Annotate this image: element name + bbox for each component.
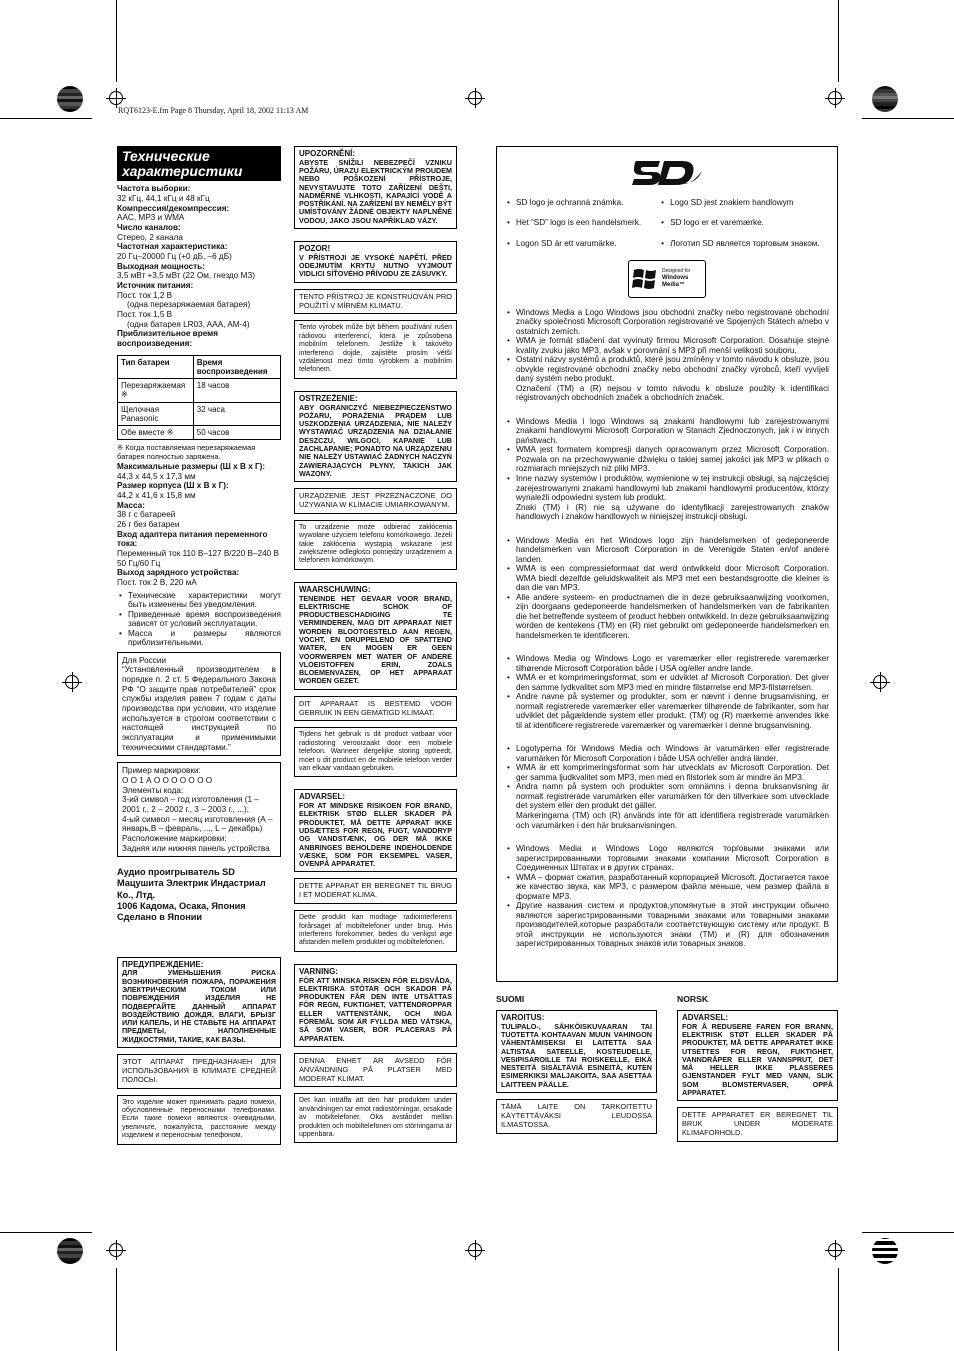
spec-value: Пост. ток 1,2 В bbox=[117, 290, 173, 300]
spec-label: Вход адаптера питания переменного тока: bbox=[117, 529, 268, 549]
warning-box bbox=[294, 964, 457, 1047]
spec-label: Число каналов: bbox=[117, 223, 181, 233]
list-item: • Windows Media i logo Windows są znakami handlowymi lub zarejestrowanymi znakami handlowymi Microsoft Corporation w Stanach Zjednoczonych, jak i w innych państwach. bbox=[505, 417, 829, 446]
crop-line bbox=[862, 1232, 954, 1233]
spec-label: Компрессия/декомпрессия: bbox=[117, 203, 230, 213]
table-row bbox=[118, 425, 281, 439]
crop-line bbox=[116, 0, 117, 82]
spec-label: Максимальные размеры (Ш х В х Г): bbox=[117, 461, 266, 471]
table-cell: Перезаряжаемая ※ bbox=[118, 379, 194, 402]
marking-notice: Пример маркировки: О О 1 А О О О О О О О Элементы кода: 3-ий символ – год изготовления (1 – 2001 г., 2 – 2002 г., 3 – 2003 г., ...); 4-ый символ – месяц изготовления (А – январь,В – февраль, ..., L – декабрь) Расположение маркировки: Задняя или нижняя панель устройства bbox=[117, 762, 281, 857]
warning-text: FOR Å REDUSERE FAREN FOR BRANN, ELEKTRISK STØT ELLER SKADER PÅ PRODUKTET, MÅ DETTE APPARATET IKKE UTSETTES FOR REGN, FUKTIGHET, VANNDRÅPER ELLER VANNSPRUT, DET MÅ HELLER IKKE PLASSERES GJENSTANDER FYLT MED VANN, SLIK SOM BLOMSTERVASER, OPPÅ APPARATET. bbox=[682, 1021, 833, 1098]
climate-box: DENNA ENHET ÄR AVSEDD FÖR ANVÄNDNING PÅ PLATSER MED MODERAT KLIMAT. bbox=[294, 1053, 457, 1088]
table-cell: 50 часов bbox=[193, 425, 280, 439]
list-item: • SD logo er et varemærke. bbox=[659, 218, 820, 228]
list-item: • Логотип SD является торговым знаком. bbox=[659, 239, 820, 249]
interference-box: Dette produkt kan modtage radiointerferens forårsaget af mobiltelefoner under brug. Hvis interferens forekommer, bedes du venligst øge afstanden mellem produktet og mobiltelefonen. bbox=[294, 910, 457, 952]
warning-box bbox=[117, 957, 281, 1048]
language-block bbox=[294, 964, 457, 1144]
warning-text: TENEINDE HET GEVAAR VOOR BRAND, ELEKTRISCHE SCHOK OF PRODUCTBESCHADIGING TE VERMINDEREN, MAG DIT APPARAAT NIET WORDEN BLOOTGESTELD AAN REGEN, VOCHT, EN DRUPPELEND OF SPATTEND WATER, EN MOGEN ER GEEN VOORWERPEN MET WATER OF ANDERE VLOEISTOFFEN ERIN, ZOALS BLOEMENVAZEN, OP HET APPARAAT WORDEN GEZET. bbox=[299, 593, 452, 686]
trademark-list bbox=[505, 536, 829, 641]
spec-notes bbox=[117, 591, 281, 648]
list-item: • Windows Media a Logo Windows jsou obchodní značky nebo registrované obchodní značky společnosti Microsoft Corporation registrované ve Spojených Státech a/nebo v ostatních zemích. bbox=[505, 308, 829, 337]
windows-media-logo bbox=[628, 260, 706, 298]
warning-box bbox=[294, 146, 457, 229]
table-note: ※ Когда поставляемая перезаряжаемая батарея полностью заряжена. bbox=[117, 443, 256, 461]
warning-text: FÖR ATT MINSKA RISKEN FÖR ELDSVÅDA, ELEKTRISKA STÖTAR OCH SKADOR PÅ PRODUKTEN FÅR DEN INTE UTSÄTTAS FÖR REGN, FUKTIGHET, VATTENDROPPAR ELLER VATTENSTÄNK, OCH INGA FÖREMÅL SOM ÄR FYLLDA MED VÄTSKA, SÅ SOM VASER, BÖR PLACERAS PÅ APPARATEN. bbox=[299, 975, 452, 1043]
list-item: • Alle andere systeem- en productnamen die in deze gebruiksaanwijzing voorkomen, zijn doorgaans gedeponeerde handelsmerken of handelsmerken van de fabrikanten die het betreffende systeem of product hebben ontwikkeld. In deze gebruiksaanwijzing worden de kentekens (TM) en (R) niet gebruikt om gedeponeerde handelsmerken en handelsmerken te identificeren. bbox=[505, 593, 829, 641]
warning-title: POZOR! bbox=[299, 244, 331, 254]
trademark-list bbox=[505, 308, 829, 403]
warning-title: VARNING: bbox=[299, 966, 338, 976]
warning-title: WAARSCHUWING: bbox=[299, 584, 371, 594]
battery-table bbox=[117, 355, 281, 440]
trademark-list bbox=[505, 844, 829, 949]
color-target-icon bbox=[57, 1238, 83, 1264]
warning-box bbox=[294, 789, 457, 872]
language-block bbox=[294, 789, 457, 951]
climate-box: TÄMÄ LAITE ON TARKOITETTU KÄYTETTÄVÄKSI LEUDOSSA ILMASTOSSA. bbox=[496, 1099, 657, 1134]
language-block bbox=[294, 241, 457, 379]
spec-label: Масса: bbox=[117, 500, 145, 510]
crop-line bbox=[0, 1232, 92, 1233]
spec-label: Выходная мощность: bbox=[117, 261, 205, 271]
sd-trademark-list bbox=[505, 198, 641, 249]
crop-line bbox=[862, 118, 954, 119]
list-item: • Andra namn på system och produkter som omnämns i denna bruksanvisning är normalt registrerade varumärken eller varumärken för den tillverkare som utvecklade det system eller den produkt det gäller. Markeringarna (TM) och (R) används inte för att identifiera registrerade varumärken och varumärken i den här bruksanvisningen. bbox=[505, 782, 829, 830]
language-block bbox=[294, 582, 457, 778]
spec-value: Переменный ток 110 В–127 В/220 В–240 В bbox=[117, 548, 279, 558]
color-target-icon bbox=[57, 86, 83, 112]
russia-notice: Для России “Установленный производителем в порядке п. 2 ст. 5 Федерального Закона РФ “О защите прав потребителей” срок службы изделия равен 7 годам с даты производства при условии, что изделие используется в строгом соответствии с настоящей инструкцией по эксплуатации и применимыми техническими стандартами.” bbox=[117, 652, 281, 757]
registration-mark bbox=[825, 88, 845, 108]
climate-box: DIT APPARAAT IS BESTEMD VOOR GEBRUIK IN EEN GEMATIGD KLIMAAT. bbox=[294, 696, 457, 722]
warning-title: ПРЕДУПРЕЖДЕНИЕ: bbox=[122, 959, 204, 969]
spec-value: Пост. ток 1,5 В bbox=[117, 310, 173, 320]
table-cell: Щелочная Panasonic bbox=[118, 402, 194, 425]
table-cell: Обе вместе ※ bbox=[118, 425, 194, 439]
warning-title: VAROITUS: bbox=[501, 1013, 545, 1022]
spec-label: Частотная характеристика: bbox=[117, 242, 228, 252]
list-item: • Windows Media и Windows Logo являются торговыми знаками или зарегистрированными торговыми знаками компании Microsoft Corporation в Соединенных Штатах и в других странах. bbox=[505, 844, 829, 873]
interference-box: Det kan inträffa att den här produkten under användningen tar emot radiostörningar, orsakade av mobiltelefoner. Öka avståndet mellan produkten och mobiltelefonen om störningarna är uppenbara. bbox=[294, 1093, 457, 1143]
warning-text: ДЛЯ УМЕНЬШЕНИЯ РИСКА ВОЗНИКНОВЕНИЯ ПОЖАРА, ПОРАЖЕНИЯ ЭЛЕКТРИЧЕСКИМ ТОКОМ ИЛИ ПОВРЕЖДЕНИЯ ИЗДЕЛИЯ НЕ ПОДВЕРГАЙТЕ ДАННЫЙ АППАРАТ ВОЗДЕЙСТВИЮ ДОЖДЯ, ВЛАГИ, БРЫЗГ ИЛИ КАПЕЛЬ, И НЕ СТАВЬТЕ НА АППАРАТ ПРЕДМЕТЫ, НАПОЛНЕННЫЕ ЖИДКОСТЯМИ, ТАКИЕ, КАК ВАЗЫ. bbox=[122, 968, 276, 1044]
trademark-paragraphs bbox=[505, 308, 829, 949]
color-target-icon bbox=[872, 1238, 898, 1264]
trademark-list bbox=[505, 654, 829, 730]
section-heading: NORSK bbox=[677, 994, 709, 1004]
color-target-icon bbox=[872, 86, 898, 112]
table-cell: 18 часов bbox=[193, 379, 280, 402]
spec-value: 26 г без батареи bbox=[117, 519, 180, 529]
list-item: • WMA är ett komprimeringsformat som har utvecklats av Microsoft Corporation. Det ger samma ljudkvalitet som MP3, men med en filstorlek som är mindre än MP3. bbox=[505, 763, 829, 782]
table-cell: 32 часа bbox=[193, 402, 280, 425]
sd-trademark-list bbox=[659, 198, 820, 249]
list-item: • WMA er et komprimeringsformat, som er udviklet af Microsoft Corporation. Det giver den samme lydkvalitet som MP3 med en mindre filstørrelse end MP3-filstørrelsen. bbox=[505, 673, 829, 692]
spec-value: AAC, MP3 и WMA bbox=[117, 213, 185, 223]
table-header: Тип батареи bbox=[118, 355, 194, 378]
section-title: Технические характеристики bbox=[117, 146, 281, 181]
suomi-section bbox=[496, 994, 657, 1148]
registration-mark bbox=[465, 88, 485, 108]
sd-logo bbox=[505, 157, 829, 189]
warning-box bbox=[294, 241, 457, 283]
crop-line bbox=[838, 0, 839, 82]
interference-box: Это изделие может принимать радио помехи, обусловленные переносными телефонами. Если такие помехи являются очевидными, увеличьте, пожалуйста, расстояние между изделием и переносным телефоном. bbox=[117, 1095, 281, 1145]
list-item: • Приведенные время воспроизведения зависят от условий эксплуатации. bbox=[117, 610, 281, 629]
norsk-section bbox=[677, 994, 838, 1148]
manufacturer-address: Аудио проигрыватель SD Мацушита Электрик Индастриал Ко., Лтд. 1006 Кадома, Осака, Япония Сделано в Японии bbox=[117, 867, 266, 922]
logo-text: Media™ bbox=[662, 281, 686, 288]
spec-value: 50 Гц/60 Гц bbox=[117, 558, 161, 568]
spec-label: Приблизительное время воспроизведения: bbox=[117, 329, 218, 349]
spec-label: Выход зарядного устройства: bbox=[117, 568, 240, 578]
section-heading: SUOMI bbox=[496, 994, 525, 1004]
list-item: • Другие названия систем и продуктов,упомянутые в этой инструкции обычно являются зарегистрированными товарными знаками или товарными знаками производителей,которые разработали соответствующую систему или продукт. В этой инструкции не используются знаки (TM) и (R) для обозначения зарегистрированных товарных знаков или товарных знаков. bbox=[505, 901, 829, 949]
list-item: • Масса и размеры являются приблизительными. bbox=[117, 629, 281, 648]
registration-mark bbox=[62, 672, 82, 692]
logo-text: Windows bbox=[662, 274, 689, 281]
spec-value: (одна перезаряжаемая батарея) bbox=[127, 300, 251, 310]
crop-line bbox=[0, 118, 92, 119]
spec-value: Пост. ток 2 В, 220 мА bbox=[117, 577, 197, 587]
list-item: • WMA jest formatem kompresji danych opracowanym przez Microsoft Corporation. Pozwala on na przechowywanie dźwięku o takiej samej jakości jak MP3 w plikach o rozmiarach mniejszych niż pliki MP3. bbox=[505, 445, 829, 474]
list-item: • Ostatní názvy systémů a produktů, které jsou zmíněny v tomto návodu k obsluze, jsou obvykle registrované obchodní značky nebo obchodní značky výrobců, kteří vyvíjeli daný systém nebo produkt. Označení (TM) a (R) nejsou v tomto návodu k obsluze použity k identifikaci registrovaných obchodních značek a obchodních značek. bbox=[505, 355, 829, 403]
warning-box bbox=[294, 391, 457, 482]
warning-text: ABY OGRANICZYĆ NIEBEZPIECZEŃSTWO POŻARU, PORAŻENIA PRĄDEM LUB USZKODZENIA URZĄDZENIA, NIE NALEŻY WYSTAWIAĆ URZĄDZENIA NA DZIAŁANIE DESZCZU, WILGOCI, KAPANIE LUB ZACHLAPANIE; PONADTO NA URZĄDZENIU NIE NALEŻY USTAWIAĆ ŻADNYCH NACZYŃ ZAWIERAJĄCYCH PŁYNY, TAKICH JAK WAZONY. bbox=[299, 402, 452, 478]
registration-mark bbox=[465, 1240, 485, 1260]
registration-mark bbox=[825, 1240, 845, 1260]
spec-value: 3,5 мВт +3,5 мВт (22 Ом, гнездо МЗ) bbox=[117, 271, 255, 281]
list-item: • Andre navne på systemer og produkter, som er nævnt i denne brugsanvisning, er normalt registrerede varemærker eller varemærker tilhørende de fabrikanter, som har udviklet det pågældende system eller produkt. (TM) og (R) mærkerne anvendes ikke til at identificere registrerede varemærker og varemærker i denne brugsanvisning. bbox=[505, 692, 829, 730]
column-warnings bbox=[294, 146, 457, 1155]
list-item: • Windows Media og Windows Logo er varemærker eller registrerede varemærker tilhørende Microsoft Corporation både i USA og/eller andre lande. bbox=[505, 654, 829, 673]
warning-text: V PŘÍSTROJI JE VYSOKÉ NAPĚTÍ. PŘED ODEJMUTÍM KRYTU NUTNO VYJMOUT VIDLICI SÍŤOVÉHO PŘÍVODU ZE ZÁSUVKY. bbox=[299, 252, 452, 279]
spec-value: 44,2 х 41,6 х 15,8 мм bbox=[117, 490, 196, 500]
spec-value: Стерео, 2 канала bbox=[117, 232, 183, 242]
registration-mark bbox=[106, 1240, 126, 1260]
language-block bbox=[294, 146, 457, 229]
warning-text: FOR AT MINDSKE RISIKOEN FOR BRAND, ELEKTRISK STØD ELLER SKADER PÅ PRODUKTET, MÅ DETTE APPARAT IKKE UDSÆTTES FOR REGN, FUGT, VANDDRYP OG VANDSTÆNK, OG DER MÅ IKKE ANBRINGES BEHOLDERE INDEHOLDENDE VÆSKE, SOM FOR EKSEMPEL VASER, OVENPÅ APPARATET. bbox=[299, 801, 452, 869]
list-item: • Logo SD jest znakiem handlowym bbox=[659, 198, 820, 208]
table-header: Время воспроизведения bbox=[193, 355, 280, 378]
crop-line bbox=[838, 1268, 839, 1351]
warning-title: UPOZORNĚNÍ: bbox=[299, 149, 355, 158]
warning-title: ADVARSEL: bbox=[682, 1013, 729, 1022]
list-item: • Logon SD är ett varumärke. bbox=[505, 239, 641, 249]
list-item: • Logotyperna för Windows Media och Windows är varumärken eller registrerade varumärken för Microsoft Corporation i både USA och/eller andra länder. bbox=[505, 744, 829, 763]
warning-title: OSTRZEŻENIE: bbox=[299, 393, 358, 403]
trademark-list bbox=[505, 417, 829, 522]
interference-box: Tijdens het gebruik is dit product vatbaar voor radiostoring veroorzaakt door een mobiele telefoon. Wanneer dergelijke storing optreedt, moet u dit product en de mobiele telefoon verder van elkaar vandaan gebruiken. bbox=[294, 727, 457, 777]
climate-box: DETTE APPARAT ER BEREGNET TIL BRUG I ET MODERAT KLIMA. bbox=[294, 878, 457, 904]
table-row bbox=[118, 402, 281, 425]
climate-box: ЭТОТ АППАРАТ ПРЕДНАЗНАЧЕН ДЛЯ ИСПОЛЬЗОВАНИЯ В КЛИМАТЕ СРЕДНЕЙ ПОЛОСЫ. bbox=[117, 1054, 281, 1089]
column-trademarks bbox=[496, 146, 838, 1148]
spec-label: Размер корпуса (Ш х В х Г): bbox=[117, 481, 229, 491]
list-item: • WMA – формат сжатия, разработанный корпорацией Microsoft. Достигается такое же качество звука, как MP3, с размером файла меньше, чем размер файла в формате MP3. bbox=[505, 873, 829, 902]
list-item: • SD logo je ochranná známka. bbox=[505, 198, 641, 208]
list-item: • Windows Media en het Windows logo zijn handelsmerken of gedeponeerde handelsmerken van Microsoft Corporation in de Verenigde Staten en/of andere landen. bbox=[505, 536, 829, 565]
warning-box bbox=[677, 1010, 838, 1101]
warning-text: ABYSTE SNÍŽILI NEBEZPEČÍ VZNIKU POŽÁRU, ÚRAZU ELEKTRICKÝM PROUDEM NEBO POŠKOZENÍ PŘÍSTROJE, NEVYSTAVUJTE TOTO ZAŘÍZENÍ DEŠTI, NADMĚRNÉ VLHKOSTI, KAPAJÍCÍ VODĚ A POSTŘÍKÁNÍ. NA ZAŘÍZENÍ BY NEMĚLY BÝT UMÍSŤOVÁNY ŽÁDNÉ OBJEKTY NAPLNĚNÉ VODOU, JAKO JSOU NAPŘÍKLAD VÁZY. bbox=[299, 157, 452, 225]
list-item: • WMA is een compressieformaat dat werd ontwikkeld door Microsoft Corporation. WMA biedt dezelfde geluidskwaliteit als MP3 met een bestandsgrootte die kleiner is dan die van MP3. bbox=[505, 564, 829, 593]
warning-box bbox=[496, 1010, 657, 1093]
windows-flag-icon bbox=[631, 265, 659, 293]
spec-label: Источник питания: bbox=[117, 281, 194, 291]
table-row bbox=[118, 379, 281, 402]
warning-text: TULIPALO-, SÄHKÖISKUVAARAN TAI TUOTETTA KOHTAAVAN MUUN VAHINGON VÄHENTÄMISEKSI EI LAITETTA SAA ALTISTAA SATEELLE, KOSTEUDELLE, VESIPISAROILLE TAI ROISKEELLE, EIKÄ NESTEITÄ SISÄLTÄVIÄ ESINEITÄ, KUTEN ESIMERKIKSI MALJAKOITA, SAA ASETTAA LAITTEEN PÄÄLLE. bbox=[501, 1021, 652, 1089]
registration-mark bbox=[870, 672, 890, 692]
spec-label: Частота выборки: bbox=[117, 184, 191, 194]
spec-value: 38 г с батареей bbox=[117, 510, 176, 520]
page-header: RQT6123-E.fm Page 8 Thursday, April 18, 2002 11:13 AM bbox=[118, 106, 309, 115]
spec-list bbox=[117, 184, 281, 348]
column-russian bbox=[117, 146, 281, 1151]
list-item: • Het “SD” logo is een handelsmerk. bbox=[505, 218, 641, 228]
spec-list bbox=[117, 462, 281, 588]
interference-box: To urządzenie może odbierać zakłócenia wywołane użyciem telefonu komórkowego. Jeżeli takie zakłócenia wystąpią wskazane jest zwiększenie odległości pomiędzy urządzeniem a telefonem komórkowym. bbox=[294, 520, 457, 570]
registration-mark bbox=[106, 88, 126, 108]
interference-box: Tento výrobek může být během používání rušen rádiovou interferencí, která je způsobena mobilním telefonem. Jestliže k takovéto interferenci dojde, zajistěte prosím větší vzdálenost mezi tímto výrobkem a mobilním telefonem. bbox=[294, 320, 457, 378]
spec-value: 32 кГц, 44,1 кГц и 48 кГц bbox=[117, 194, 210, 204]
climate-box: DETTE APPARATET ER BEREGNET TIL BRUK UNDER MODERATE KLIMAFORHOLD. bbox=[677, 1107, 838, 1142]
climate-box: URZĄDZENIE JEST PRZEZNACZONE DO UŻYWANIA W KLIMACIE UMIARKOWANYM. bbox=[294, 488, 457, 514]
list-item: • Технические характеристики могут быть изменены без уведомления. bbox=[117, 591, 281, 610]
warning-title: ADVARSEL: bbox=[299, 792, 346, 802]
crop-line bbox=[116, 1268, 117, 1351]
climate-box: TENTO PŘÍSTROJ JE KONSTRUOVÁN PRO POUŽITÍ V MÍRNÉM KLIMATU. bbox=[294, 289, 457, 315]
trademark-list bbox=[505, 744, 829, 830]
spec-value: (одна батарея LR03, AAA, AM-4) bbox=[127, 319, 250, 329]
warning-box bbox=[294, 582, 457, 690]
list-item: • Inne nazwy systemów i produktów, wymienione w tej instrukcji obsługi, są najczęściej zarejestrowanymi znakami handlowymi lub znakami handlowymi producentów, którzy wynaleźli odpowiedni system lub produkt. Znaki (TM) i (R) nie są używane do identyfikacji zarejestrowanych znaków handlowych i znaków handlowych w niniejszej instrukcji obsługi. bbox=[505, 474, 829, 522]
spec-value: 44,3 х 44,5 х 17,3 мм bbox=[117, 471, 196, 481]
logo-text: Designed for bbox=[662, 268, 691, 275]
spec-value: 20 Гц–20000 Гц (+0 дБ, –6 дБ) bbox=[117, 252, 232, 262]
language-block bbox=[294, 391, 457, 570]
list-item: • WMA je formát stlačení dat vyvinutý firmou Microsoft Corporation. Dosahuje stejné kvality zvuku jako MP3, avšak v porovnání s MP3 při menší velikosti souboru. bbox=[505, 336, 829, 355]
trademark-box bbox=[496, 146, 838, 982]
